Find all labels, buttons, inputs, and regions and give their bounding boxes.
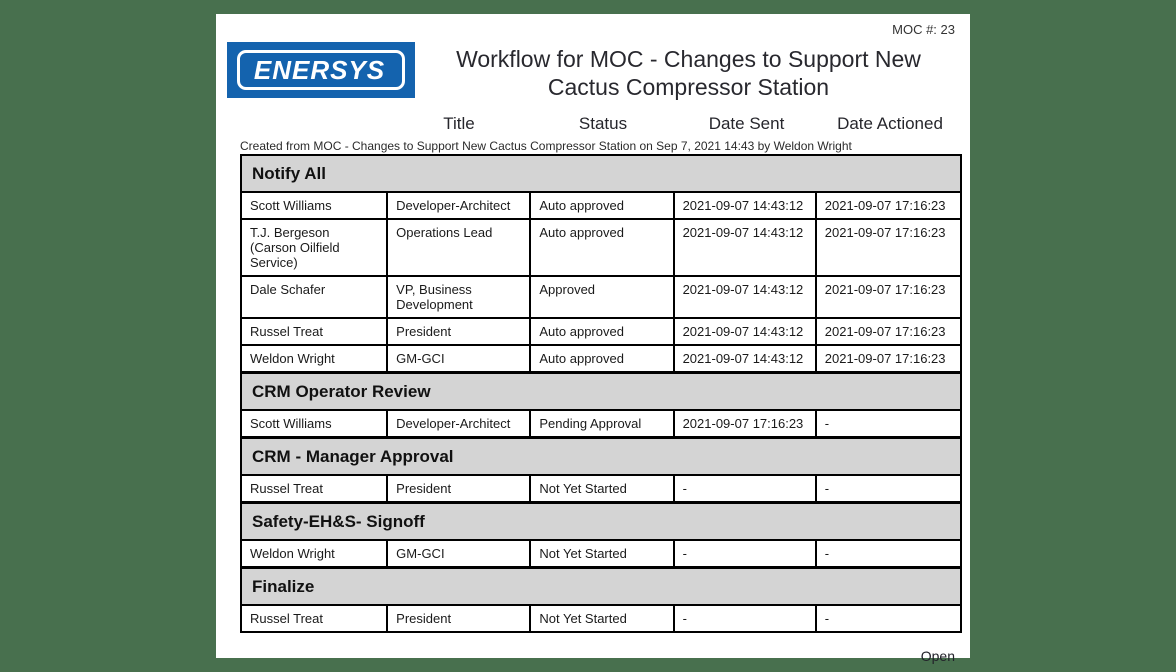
- page-title: Workflow for MOC - Changes to Support New Cactus Compressor Station: [456, 46, 921, 100]
- table-row: [242, 191, 960, 218]
- cell-date-actioned: -: [824, 416, 830, 431]
- workflow-section: [242, 569, 960, 631]
- cell-title: Developer-Architect: [388, 411, 531, 436]
- cell-status: Auto approved: [531, 193, 674, 218]
- cell-status: Auto approved: [531, 319, 674, 344]
- table-column-headers: [240, 114, 962, 137]
- cell-title: President: [388, 476, 531, 501]
- cell-date-sent: 2021-09-07 17:16:23: [675, 411, 817, 436]
- cell-date-actioned: 2021-09-07 17:16:23: [824, 351, 946, 366]
- column-header-title: Title: [443, 114, 475, 133]
- column-header-status: Status: [578, 114, 628, 133]
- cell-name: Russel Treat: [242, 476, 388, 501]
- cell-date-actioned: -: [824, 481, 830, 496]
- workflow-table: [240, 154, 962, 633]
- table-row: [242, 344, 960, 371]
- page-footer: [240, 648, 962, 666]
- table-row: [242, 604, 960, 631]
- cell-title: Developer-Architect: [388, 193, 531, 218]
- workflow-section: [242, 504, 960, 569]
- cell-name: T.J. Bergeson (Carson Oilfield Service): [242, 220, 388, 275]
- cell-title: GM-GCI: [388, 541, 531, 566]
- section-header: CRM Operator Review: [242, 374, 960, 409]
- enersys-logo: [227, 42, 415, 98]
- cell-status: Not Yet Started: [531, 606, 674, 631]
- cell-name: Scott Williams: [242, 411, 388, 436]
- section-header: Safety-EH&S- Signoff: [242, 504, 960, 539]
- table-row: [242, 539, 960, 566]
- created-note: Created from MOC - Changes to Support New Cactus Compressor Station on Sep 7, 2021 14:43 by Weldon Wright: [240, 139, 852, 153]
- document-page: [216, 14, 970, 664]
- cell-title: President: [388, 606, 531, 631]
- table-row: [242, 218, 960, 275]
- moc-number: MOC #: 23: [892, 22, 955, 37]
- cell-date-sent: -: [675, 541, 817, 566]
- enersys-logo-frame: [237, 50, 405, 90]
- cell-date-actioned: -: [824, 611, 830, 626]
- document-header: [227, 42, 962, 101]
- cell-name: Scott Williams: [242, 193, 388, 218]
- cell-date-sent: 2021-09-07 14:43:12: [675, 319, 817, 344]
- cell-date-actioned: 2021-09-07 17:16:23: [824, 324, 946, 339]
- table-row: [242, 474, 960, 501]
- column-header-date-sent: Date Sent: [708, 114, 785, 133]
- column-header-date-actioned: Date Actioned: [837, 114, 943, 133]
- cell-status: Pending Approval: [531, 411, 674, 436]
- table-row: [242, 317, 960, 344]
- cell-title: VP, Business Development: [388, 277, 531, 317]
- cell-status: Approved: [531, 277, 674, 317]
- cell-status: Not Yet Started: [531, 476, 674, 501]
- cell-title: Operations Lead: [388, 220, 531, 275]
- cell-date-actioned: 2021-09-07 17:16:23: [824, 198, 946, 213]
- enersys-logo-text: ENERSYS: [253, 55, 386, 85]
- column-header-spacer: [240, 114, 387, 137]
- cell-status: Auto approved: [531, 220, 674, 275]
- cell-date-actioned: 2021-09-07 17:16:23: [824, 282, 946, 297]
- section-header: Notify All: [242, 156, 960, 191]
- cell-name: Dale Schafer: [242, 277, 388, 317]
- cell-name: Russel Treat: [242, 319, 388, 344]
- section-header: CRM - Manager Approval: [242, 439, 960, 474]
- cell-date-sent: -: [675, 476, 817, 501]
- workflow-section: [242, 439, 960, 504]
- cell-date-actioned: 2021-09-07 17:16:23: [824, 225, 946, 240]
- cell-title: GM-GCI: [388, 346, 531, 371]
- cell-status: Auto approved: [531, 346, 674, 371]
- cell-date-sent: -: [675, 606, 817, 631]
- workflow-section: [242, 374, 960, 439]
- cell-date-actioned: -: [824, 546, 830, 561]
- cell-date-sent: 2021-09-07 14:43:12: [675, 193, 817, 218]
- open-link[interactable]: Open: [920, 648, 955, 664]
- cell-date-sent: 2021-09-07 14:43:12: [675, 346, 817, 371]
- cell-date-sent: 2021-09-07 14:43:12: [675, 277, 817, 317]
- cell-status: Not Yet Started: [531, 541, 674, 566]
- cell-name: Weldon Wright: [242, 541, 388, 566]
- workflow-section: [242, 156, 960, 374]
- cell-title: President: [388, 319, 531, 344]
- cell-name: Weldon Wright: [242, 346, 388, 371]
- table-row: [242, 409, 960, 436]
- section-header: Finalize: [242, 569, 960, 604]
- cell-name: Russel Treat: [242, 606, 388, 631]
- cell-date-sent: 2021-09-07 14:43:12: [675, 220, 817, 275]
- table-row: [242, 275, 960, 317]
